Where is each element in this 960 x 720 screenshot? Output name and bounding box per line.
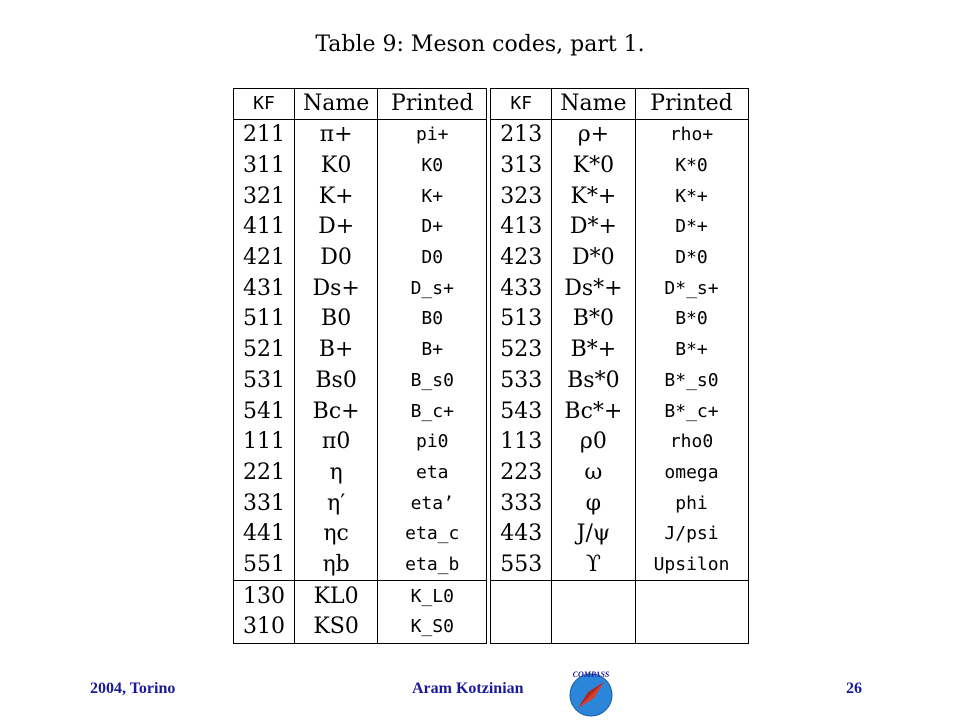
printed-cell: D0	[378, 243, 487, 274]
particle-name: KL0	[313, 583, 359, 609]
printed-cell: K_L0	[378, 581, 487, 612]
particle-name: π+	[319, 122, 353, 148]
particle-name: J/ψ	[576, 521, 611, 547]
particle-name: B*+	[570, 337, 617, 363]
name-cell	[295, 396, 378, 427]
meson-codes-table	[233, 88, 749, 644]
particle-name: ρ0	[579, 429, 607, 455]
name-cell	[295, 488, 378, 519]
table-row	[234, 581, 749, 612]
particle-name: ηc	[323, 521, 349, 547]
table-row	[234, 120, 749, 151]
particle-name: η′	[327, 490, 346, 516]
printed-cell: B*0	[635, 304, 748, 335]
particle-name: KS0	[313, 614, 359, 640]
particle-name: Ds+	[312, 275, 360, 301]
printed-cell: B+	[378, 335, 487, 366]
table-row	[234, 212, 749, 243]
name-cell	[295, 458, 378, 489]
kf-cell: 421	[234, 243, 295, 274]
printed-cell: rho+	[635, 120, 748, 151]
name-cell	[552, 181, 635, 212]
table-row	[234, 458, 749, 489]
printed-cell: eta_c	[378, 519, 487, 550]
empty-cell	[552, 612, 635, 643]
page-number: 26	[846, 680, 862, 697]
particle-name: K*0	[572, 153, 615, 179]
kf-cell: 113	[491, 427, 552, 458]
kf-cell: 211	[234, 120, 295, 151]
particle-name: K0	[320, 153, 352, 179]
name-cell	[295, 243, 378, 274]
kf-cell: 223	[491, 458, 552, 489]
table-row	[234, 550, 749, 581]
kf-cell: 411	[234, 212, 295, 243]
kf-cell: 541	[234, 396, 295, 427]
table-row	[234, 612, 749, 643]
printed-cell: eta	[378, 458, 487, 489]
kf-cell: 511	[234, 304, 295, 335]
name-cell	[295, 427, 378, 458]
name-cell	[552, 120, 635, 151]
table-row	[234, 396, 749, 427]
empty-cell	[491, 612, 552, 643]
kf-cell: 313	[491, 151, 552, 182]
printed-cell: eta’	[378, 488, 487, 519]
printed-cell: B_c+	[378, 396, 487, 427]
kf-cell: 543	[491, 396, 552, 427]
kf-cell: 213	[491, 120, 552, 151]
kf-cell: 321	[234, 181, 295, 212]
name-cell	[295, 366, 378, 397]
name-cell	[552, 550, 635, 581]
printed-cell: J/psi	[635, 519, 748, 550]
printed-cell: pi0	[378, 427, 487, 458]
name-cell	[552, 243, 635, 274]
table-row	[234, 304, 749, 335]
name-cell	[295, 273, 378, 304]
printed-cell: K+	[378, 181, 487, 212]
printed-cell: pi+	[378, 120, 487, 151]
name-cell	[295, 120, 378, 151]
kf-cell: 521	[234, 335, 295, 366]
particle-name: ω	[584, 459, 603, 485]
particle-name: D+	[318, 214, 355, 240]
printed-cell: rho0	[635, 427, 748, 458]
particle-name: Bs0	[315, 367, 357, 393]
empty-cell	[552, 581, 635, 612]
particle-name: D*+	[569, 214, 617, 240]
table-row	[234, 427, 749, 458]
printed-cell: K_S0	[378, 612, 487, 643]
header-kf-right: KF	[491, 89, 552, 120]
particle-name: ρ+	[577, 122, 610, 148]
name-cell	[552, 519, 635, 550]
particle-name: B0	[321, 306, 352, 332]
printed-cell: K*+	[635, 181, 748, 212]
logo-text: COMPASS	[572, 670, 610, 679]
footer-author: Aram Kotzinian	[412, 680, 524, 697]
particle-name: D*0	[572, 245, 615, 271]
particle-name: K+	[318, 183, 354, 209]
particle-name: D0	[320, 245, 352, 271]
printed-cell: B_s0	[378, 366, 487, 397]
table-row	[234, 335, 749, 366]
name-cell	[552, 396, 635, 427]
kf-cell: 431	[234, 273, 295, 304]
printed-cell: phi	[635, 488, 748, 519]
name-cell	[552, 427, 635, 458]
header-name-left: Name	[295, 89, 378, 120]
particle-name: π0	[321, 429, 351, 455]
name-cell	[295, 550, 378, 581]
table-row	[234, 181, 749, 212]
name-cell	[295, 335, 378, 366]
name-cell	[552, 458, 635, 489]
printed-cell: Upsilon	[635, 550, 748, 581]
kf-cell: 523	[491, 335, 552, 366]
kf-cell: 533	[491, 366, 552, 397]
name-cell	[295, 181, 378, 212]
printed-cell: D*_s+	[635, 273, 748, 304]
particle-name: ηb	[322, 551, 350, 577]
empty-cell	[635, 612, 748, 643]
kf-cell: 311	[234, 151, 295, 182]
table-caption: Table 9: Meson codes, part 1.	[315, 32, 645, 57]
name-cell	[552, 366, 635, 397]
printed-cell: B*_c+	[635, 396, 748, 427]
printed-cell: K*0	[635, 151, 748, 182]
table-row	[234, 519, 749, 550]
particle-name: Bc+	[312, 398, 360, 424]
kf-cell: 310	[234, 612, 295, 643]
compass-logo-icon	[566, 668, 616, 718]
kf-cell: 531	[234, 366, 295, 397]
kf-cell: 553	[491, 550, 552, 581]
header-kf-left: KF	[234, 89, 295, 120]
printed-cell: omega	[635, 458, 748, 489]
table-header-row	[234, 89, 749, 120]
particle-name: B+	[318, 337, 354, 363]
kf-cell: 513	[491, 304, 552, 335]
kf-cell: 433	[491, 273, 552, 304]
particle-name: B*0	[572, 306, 614, 332]
kf-cell: 413	[491, 212, 552, 243]
kf-cell: 443	[491, 519, 552, 550]
name-cell	[552, 304, 635, 335]
particle-name: Bs*0	[567, 367, 620, 393]
printed-cell: D*0	[635, 243, 748, 274]
printed-cell: D_s+	[378, 273, 487, 304]
name-cell	[552, 212, 635, 243]
header-printed-right: Printed	[635, 89, 748, 120]
printed-cell: D+	[378, 212, 487, 243]
name-cell	[552, 151, 635, 182]
printed-cell: K0	[378, 151, 487, 182]
table-row	[234, 366, 749, 397]
kf-cell: 221	[234, 458, 295, 489]
kf-cell: 441	[234, 519, 295, 550]
printed-cell: B*_s0	[635, 366, 748, 397]
kf-cell: 331	[234, 488, 295, 519]
kf-cell: 130	[234, 581, 295, 612]
name-cell	[552, 488, 635, 519]
name-cell	[295, 304, 378, 335]
kf-cell: 111	[234, 427, 295, 458]
printed-cell: D*+	[635, 212, 748, 243]
name-cell	[295, 212, 378, 243]
name-cell	[295, 519, 378, 550]
name-cell	[295, 612, 378, 643]
particle-name: K*+	[570, 183, 617, 209]
particle-name: ϒ	[585, 551, 601, 577]
particle-name: φ	[585, 490, 602, 516]
footer-location: 2004, Torino	[90, 680, 176, 697]
printed-cell: B*+	[635, 335, 748, 366]
name-cell	[295, 151, 378, 182]
kf-cell: 423	[491, 243, 552, 274]
printed-cell: eta_b	[378, 550, 487, 581]
printed-cell: B0	[378, 304, 487, 335]
kf-cell: 323	[491, 181, 552, 212]
name-cell	[552, 335, 635, 366]
table-row	[234, 243, 749, 274]
empty-cell	[491, 581, 552, 612]
name-cell	[552, 273, 635, 304]
particle-name: Ds*+	[564, 275, 623, 301]
kf-cell: 551	[234, 550, 295, 581]
header-printed-left: Printed	[378, 89, 487, 120]
kf-cell: 333	[491, 488, 552, 519]
table-row	[234, 151, 749, 182]
particle-name: Bc*+	[564, 398, 623, 424]
empty-cell	[635, 581, 748, 612]
table-row	[234, 488, 749, 519]
particle-name: η	[329, 459, 343, 485]
name-cell	[295, 581, 378, 612]
header-name-right: Name	[552, 89, 635, 120]
table-row	[234, 273, 749, 304]
